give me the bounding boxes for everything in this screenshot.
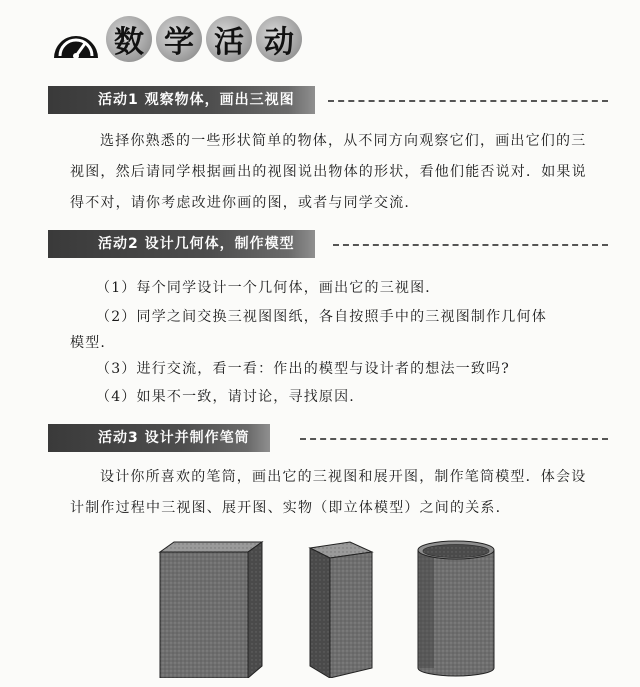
- divider: [333, 244, 608, 246]
- list-item: （1）每个同学设计一个几何体，画出它的三视图．: [96, 280, 441, 296]
- pen-holder-illustrations: [150, 538, 520, 678]
- activity1-label: 活动1 观察物体，画出三视图: [48, 86, 315, 114]
- divider: [300, 438, 608, 440]
- activity3-header: [48, 424, 608, 452]
- triangular-prism-pen-holder: [310, 542, 372, 678]
- list-item-continuation: 模型.: [70, 335, 107, 351]
- activity3-paragraph: 设计你所喜欢的笔筒，画出它的三视图和展开图，制作笔筒模型．体会设计制作过程中三视图、展开图、实物（即立体模型）之间的关系.: [70, 469, 587, 516]
- list-item: （2）同学之间交换三视图图纸，各自按照手中的三视图制作几何体: [96, 309, 547, 325]
- activity2-header: [48, 230, 608, 258]
- title-char: 学: [156, 16, 202, 62]
- list-item: （4）如果不一致，请讨论，寻找原因.: [96, 389, 355, 405]
- activity1-header: [48, 86, 608, 114]
- list-item: （3）进行交流，看一看：作出的模型与设计者的想法一致吗?: [96, 361, 511, 377]
- activity2-label: 活动2 设计几何体，制作模型: [48, 230, 315, 258]
- cylinder-pen-holder: [418, 541, 494, 676]
- rectangular-prism-pen-holder: [160, 542, 262, 678]
- title-char: 动: [256, 16, 302, 62]
- speedometer-gauge-icon: [50, 18, 102, 66]
- title-char: 活: [206, 16, 252, 62]
- activity3-label: 活动3 设计并制作笔筒: [48, 424, 270, 452]
- section-header: [50, 12, 610, 68]
- divider: [328, 100, 608, 102]
- page-title: [106, 16, 302, 64]
- title-char: 数: [106, 16, 152, 62]
- activity1-paragraph: 选择你熟悉的一些形状简单的物体，从不同方向观察它们，画出它们的三视图，然后请同学根据画出的视图说出物体的形状，看他们能否说对．如果说得不对，请你考虑改进你画的图，或者与同学交流.: [70, 133, 587, 211]
